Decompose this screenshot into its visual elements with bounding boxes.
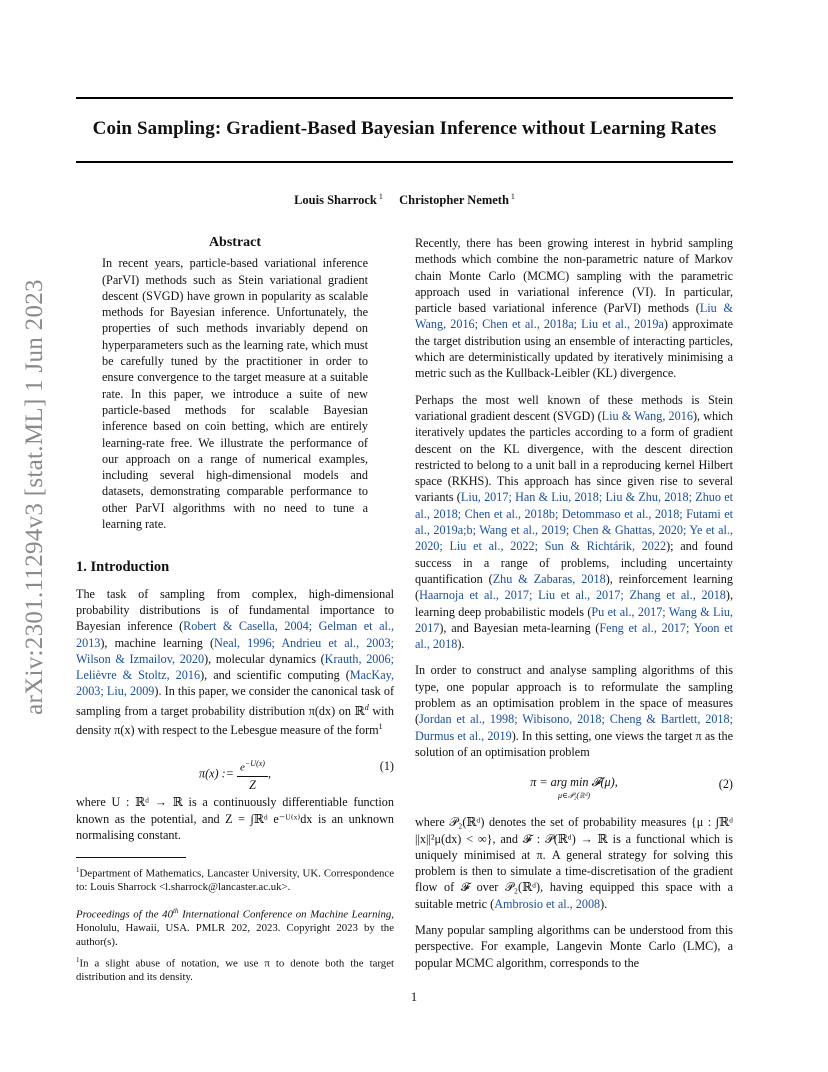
paper-title: Coin Sampling: Gradient-Based Bayesian Inference without Learning Rates <box>92 118 717 139</box>
equation-number: (1) <box>379 759 394 774</box>
citation-link[interactable]: Pu et al., 2017; Wang & Liu, 2017 <box>415 604 733 635</box>
proceedings-note: Proceedings of the 40th International Conference on Machine Learning, Honolulu, Hawaii, USA. PMLR 202, 2023. Copyright 2023 by the author(s). <box>76 906 394 948</box>
citation-link[interactable]: Robert & Casella, 2004; Gelman et al., 2013 <box>76 619 394 650</box>
equation-number: (2) <box>718 777 733 792</box>
author-affiliation: 1 <box>378 192 383 201</box>
footnote-rule <box>76 857 186 858</box>
body-paragraph: Perhaps the most well known of these methods is Stein variational gradient descent (SVGD) (Liu & Wang, 2016), which iteratively updates the particles according to a form of gradient descent on the KL divergence, with the descent direction restricted to belong to a unit ball in a reproducing kernel Hilbert space (RKHS). This approach has since given rise to several variants (Liu, 2017; Han & Liu, 2018; Liu & Zhu, 2018; Zhuo et al., 2018; Chen et al., 2018b; Detommaso et al., 2018; Futami et al., 2019a;b; Wang et al., 2019; Chen & Ghattas, 2020; Ye et al., 2020; Liu et al., 2022; Sun & Richtárik, 2022); and found success in a range of problems, including uncertainty quantification (Zhu & Zabaras, 2018), reinforcement learning (Haarnoja et al., 2017; Liu et al., 2017; Zhang et al., 2018), learning deep probabilistic models (Pu et al., 2017; Wang & Liu, 2017), and Bayesian meta-learning (Feng et al., 2017; Yoon et al., 2018). <box>415 392 734 652</box>
citation-link[interactable]: Liu, 2017; Han & Liu, 2018; Liu & Zhu, 2018; Zhuo et al., 2018; Chen et al., 2018b; Detommaso et al., 2018; Futami et al., 2019a;b; Wang et al., 2019; Chen & Ghattas, 2020; Ye et al., 2020; Liu et al., 2022; Sun & Richtárik, 2022 <box>415 490 733 554</box>
author-list <box>76 192 733 208</box>
top-rule-1 <box>76 97 733 99</box>
citation-link[interactable]: Liu & Wang, 2016 <box>601 408 693 423</box>
citation-link[interactable]: Krauth, 2006; Lelièvre & Stoltz, 2016 <box>76 651 394 683</box>
citation-link[interactable]: Jordan et al., 1998; Wibisono, 2018; Cheng & Bartlett, 2018; Durmus et al., 2019 <box>415 712 733 743</box>
abstract-text: In recent years, particle-based variational inference (ParVI) methods such as Stein variational gradient descent (SVGD) have grown in popularity as scalable methods for Bayesian inference. Unfortunately, the properties of such methods invariably depend on hyperparameters such as the learning rate, which must be carefully tuned by the practitioner in order to ensure convergence to the target measure at a suitable rate. In this paper, we introduce a suite of new particle-based methods for scalable Bayesian inference based on coin betting, which are entirely learning-rate free. We illustrate the performance of our approach on a range of numerical examples, including several high-dimensional models and datasets, demonstrating comparable performance to other ParVI algorithms with no need to tune a learning rate. <box>102 256 368 532</box>
top-rule-2 <box>76 161 733 163</box>
body-paragraph: In order to construct and analyse sampling algorithms of this type, one popular approach is to reformulate the sampling problem as an optimisation problem in the space of measures (Jordan et al., 1998; Wibisono, 2018; Cheng & Bartlett, 2018; Durmus et al., 2019). In this setting, one views the target π as the solution of an optimisation problem <box>415 663 733 759</box>
intro-paragraph: The task of sampling from complex, high-dimensional probability distributions is of fundamental importance to Bayesian inference (Robert & Casella, 2004; Gelman et al., 2013), machine learning (Neal, 1996; Andrieu et al., 2003; Wilson & Izmailov, 2020), molecular dynamics (Krauth, 2006; Lelièvre & Stoltz, 2016), and scientific computing (MacKay, 2003; Liu, 2009). In this paper, we consider the canonical task of sampling from a target probability distribution π(dx) on ℝ$^d$ with density π(x) with respect to the Lebesgue measure of the form$^1$ <box>76 586 395 738</box>
intro-paragraph: where U : ℝᵈ → ℝ is a continuously differentiable function known as the potential, and Z = ∫ℝᵈ e⁻ᵁ⁽ˣ⁾dx is an unknown normalising constant. <box>76 795 394 843</box>
section-heading: 1. Introduction <box>76 559 170 576</box>
abstract-heading: Abstract <box>208 235 262 250</box>
citation-link[interactable]: Haarnoja et al., 2017; Liu et al., 2017; Zhang et al., 2018 <box>419 588 726 603</box>
equation-2: π = arg min 𝓕(μ), μ∈𝒫₂(ℝᵈ) (2) <box>530 775 733 800</box>
author-affiliation: 1 <box>510 192 515 201</box>
body-paragraph: where 𝒫₂(ℝᵈ) denotes the set of probability measures {μ : ∫ℝᵈ ||x||²μ(dx) < ∞}, and 𝓕 : 𝒫(ℝᵈ) → ℝ is a functional which is uniquely minimised at π. A general strategy for solving this problem is then to simulate a time-discretisation of the gradient flow of 𝓕 over 𝒫₂(ℝᵈ), having equipped this space with a suitable metric (Ambrosio et al., 2008). <box>415 815 733 911</box>
footnote-notation: $^1$In a slight abuse of notation, we use π to denote both the target distribution and its density. <box>76 956 394 984</box>
body-paragraph: Many popular sampling algorithms can be understood from this perspective. For example, Langevin Monte Carlo (LMC), a popular MCMC algorithm, corresponds to the <box>415 922 733 970</box>
right-column <box>415 235 733 981</box>
footnote-affiliation: $^1$Department of Mathematics, Lancaster University, UK. Correspondence to: Louis Sharrock <l.sharrock@lancaster.ac.uk>. <box>76 866 394 894</box>
equation-1: π(x) := $\frac{e^{-U(x)}}{Z}$ , (1) <box>76 748 394 788</box>
author-name: Christopher Nemeth <box>399 193 509 208</box>
body-paragraph: Recently, there has been growing interest in hybrid sampling methods which combine the non-parametric nature of Markov chain Monte Carlo (MCMC) sampling with the parametric approach used in variational inference (VI). In particular, particle based variational inference (ParVI) methods (Liu & Wang, 2016; Chen et al., 2018a; Liu et al., 2019a) approximate the target distribution using an ensemble of interacting particles, which are deterministically updated by iteratively minimising a metric such as the Kullback-Leibler (KL) divergence. <box>415 236 734 381</box>
author-name: Louis Sharrock <box>294 193 377 208</box>
page-number: 1 <box>410 990 418 1004</box>
citation-link[interactable]: Ambrosio et al., 2008 <box>494 896 601 911</box>
citation-link[interactable]: Neal, 1996; Andrieu et al., 2003; Wilson & Izmailov, 2020 <box>76 635 394 666</box>
citation-link[interactable]: Zhu & Zabaras, 2018 <box>492 571 606 586</box>
citation-link[interactable]: MacKay, 2003; Liu, 2009 <box>76 668 394 699</box>
citation-link[interactable]: Liu & Wang, 2016; Chen et al., 2018a; Liu et al., 2019a <box>415 301 734 332</box>
arxiv-identifier: arXiv:2301.11294v3 [stat.ML] 1 Jun 2023 <box>21 279 48 715</box>
left-column <box>76 235 394 990</box>
arxiv-side-stamp <box>10 279 60 715</box>
citation-link[interactable]: Feng et al., 2017; Yoon et al., 2018 <box>415 620 734 652</box>
